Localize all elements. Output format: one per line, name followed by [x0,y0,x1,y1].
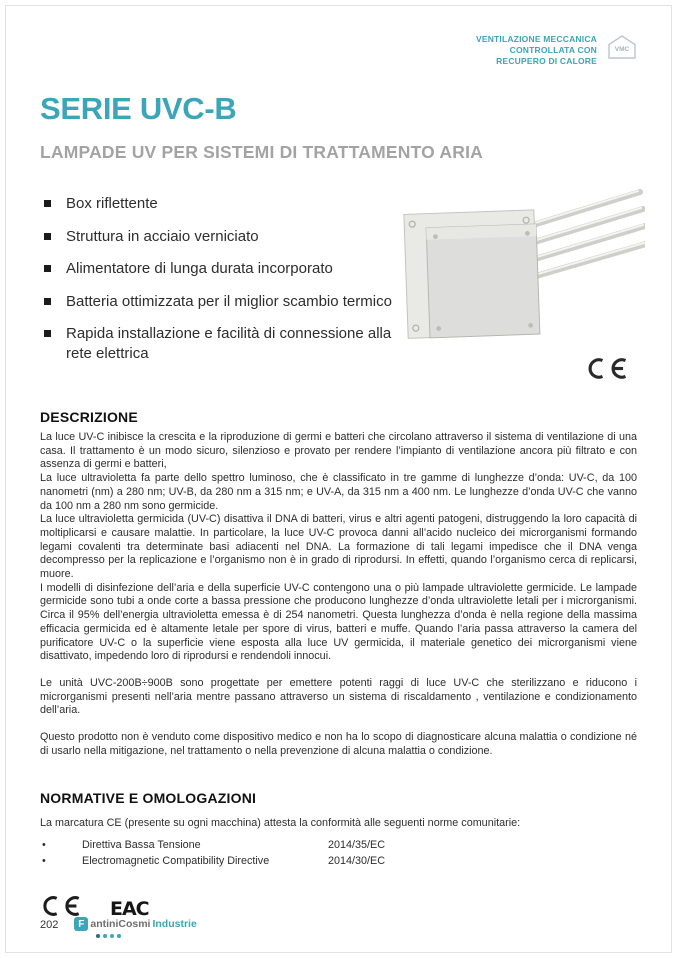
normative-item-code: 2014/35/EC [328,839,386,852]
normative-item-label: Direttiva Bassa Tensione [82,839,201,852]
vmc-house-icon [607,34,637,60]
page-header [40,34,637,67]
description-heading: DESCRIZIONE [40,409,138,425]
tagline-line-2: CONTROLLATA CON [509,45,597,55]
vmc-tagline [476,34,597,67]
tagline-line-1: VENTILAZIONE MECCANICA [475,34,597,44]
feature-item: Alimentatore di lunga durata incorporato [44,259,412,279]
page-subtitle: LAMPADE UV PER SISTEMI DI TRATTAMENTO ARIA [40,142,483,162]
normative-heading: NORMATIVE E OMOLOGAZIONI [40,790,257,807]
logo-name-text: antiniCosmi [90,918,151,930]
description-paragraph: La luce ultravioletta germicida (UV-C) disattiva il DNA di batteri, virus e altri agenti patogeni, distruggendo la loro capacità di moltiplicarsi e causare malattie. In particolare, la luce UV-C provoca danni all’acido nucleico dei microrganismi formando legami covalenti tra determinate basi adiacenti nel DNA. La formazione di tali legami impedisce che il DNA venga decompresso per la replicazione e l’organismo non è in grado di riprodursi. In effetti, quando l’organismo cerca di replicarsi, muore. [40,513,637,581]
eac-mark-icon: EAC [110,897,149,920]
page-footer [40,917,197,938]
normative-section [40,790,637,869]
description-paragraph: Questo prodotto non è venduto come dispositivo medico e non ha lo scopo di diagnosticare alcuna malattia o condizione né di usarlo nella mitigazione, nel trattamento o nella prevenzione di alcuna malattia o condizione. [40,731,637,757]
logo-wordmark [74,917,196,931]
feature-item: Batteria ottimizzata per il miglior scambio termico [44,292,412,312]
feature-item: Box riflettente [44,194,412,214]
normative-item-code: 2014/30/EC [328,855,386,868]
bullet-icon: • [42,839,46,852]
feature-item: Rapida installazione e facilità di connessione alla rete elettrica [44,324,412,363]
logo-f-icon: F [74,917,88,931]
normative-item-label: Electromagnetic Compatibility Directive [82,855,270,868]
feature-item: Struttura in acciaio verniciato [44,227,412,247]
description-paragraph: La luce ultravioletta fa parte dello spettro luminoso, che è classificato in tre gamme di lunghezze d’onda: UV-C, da 100 nanometri (nm) a 280 nm; UV-B, da 280 nm a 315 nm; e UV-A, da 315 nm a 400 nm. Le lunghezze d’onda UV-C che vanno da 100 nm a 280 nm sono germicide. [40,472,637,512]
normative-item [40,837,637,853]
fantini-cosmi-logo [74,917,196,938]
normative-item [40,853,637,869]
description-paragraph: I modelli di disinfezione dell’aria e della superficie UV-C contengono una o più lampade ultraviolette germicide. Le lampade germicide sono tubi a onde corte a bassa pressione che producono lunghezze d’onda ultraviolette letali per i microrganismi. Circa il 95% dell’energia ultravioletta emessa è di 254 nanometri. Questa lunghezza d’onda è nella regione della massima efficacia germicida ed è altamente letale per spore di virus, batteri e muffe. Quando l’aria passa attraverso la camera del purificatore UV-C o la superficie viene esposta alla luce UV germicida, il materiale genetico dei microrganismi viene disattivato, impedendo loro di riprodursi e rendendoli innocui. [40,581,637,663]
tagline-line-3: RECUPERO DI CALORE [496,56,597,66]
logo-suffix-text: Industrie [152,918,197,930]
feature-list [40,194,412,385]
svg-text:VMC: VMC [614,46,630,53]
intro-row [40,190,637,385]
normative-intro: La marcatura CE (presente su ogni macchina) attesta la conformità alle seguenti norme comunitarie: [40,817,521,830]
description-paragraph: La luce UV-C inibisce la crescita e la riproduzione di germi e batteri che circolano attraverso il sistema di ventilazione di una casa. Il trattamento è un modo sicuro, silenzioso e provato per rendere l’impianto di ventilazione ancora più filtrato e con assenza di germi e batteri, [40,431,637,471]
description-paragraph: Le unità UVC-200B÷900B sono progettate per emettere potenti raggi di luce UV-C che sterilizzano e riducono i microrganismi presenti nell’aria mentre passano attraverso un sistema di riscaldamento , ventilazione e condizionamento dell’aria. [40,676,637,717]
logo-dots-icon [96,934,196,938]
page-title: SERIE UVC-B [40,91,237,126]
ce-mark-icon [585,357,631,385]
page-number: 202 [40,919,59,931]
product-photo [412,190,637,385]
uv-lamp-unit-image [390,184,645,359]
description-section [40,409,637,758]
bullet-icon: • [42,855,46,868]
